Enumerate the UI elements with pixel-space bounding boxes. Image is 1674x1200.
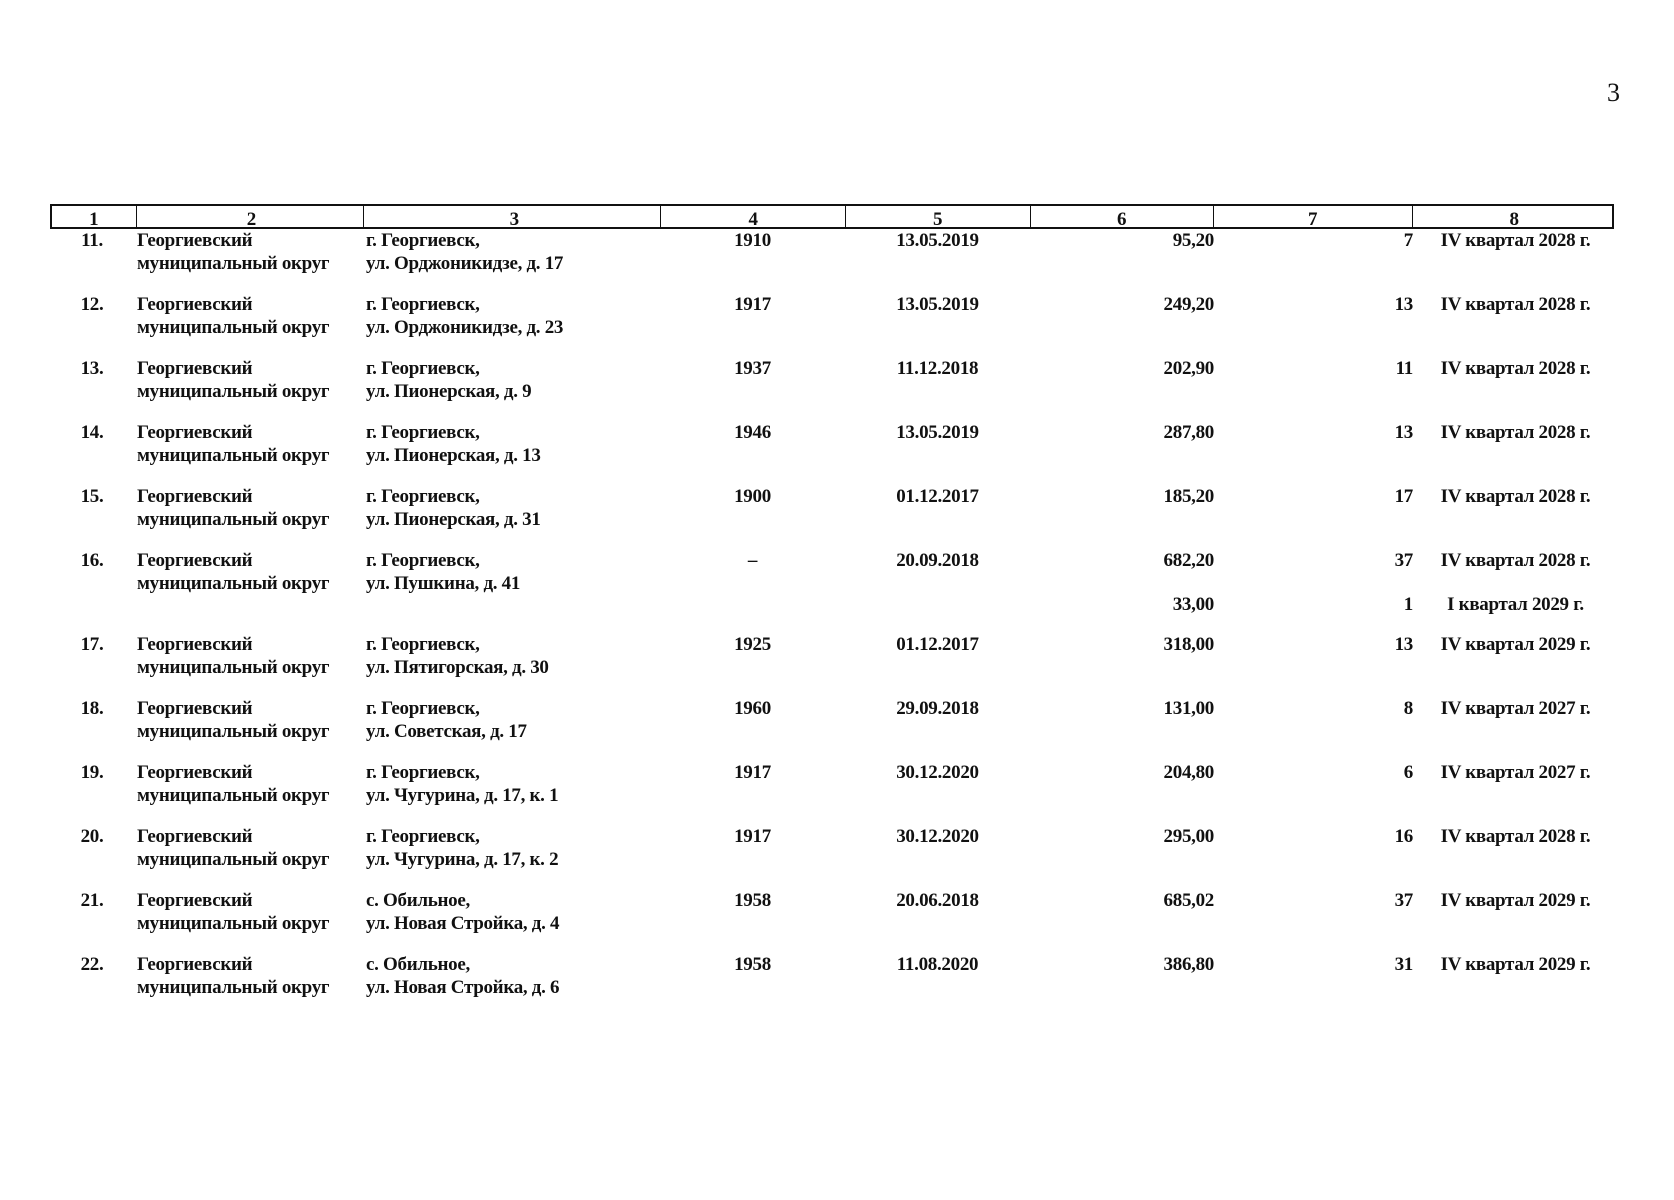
count-cell [1214, 825, 1413, 871]
area-cell [1030, 889, 1214, 935]
district-cell [134, 485, 362, 531]
date-cell: 11.08.2020 [896, 954, 979, 975]
district-line-2: муниципальный округ [137, 849, 330, 870]
address-line-1: г. Георгиевск, [366, 422, 480, 443]
deadline-value: IV квартал 2029 г. [1440, 954, 1591, 975]
row-number: 17. [80, 634, 104, 655]
deadline-cell [1413, 421, 1614, 467]
district-cell [134, 633, 362, 679]
count-cell [1214, 549, 1413, 616]
deadline-cell [1413, 633, 1614, 679]
district-line-1: Георгиевский [137, 698, 253, 719]
count-cell [1214, 761, 1413, 807]
district-line-2: муниципальный округ [137, 317, 330, 338]
address-line-1: с. Обильное, [366, 954, 470, 975]
deadline-cell [1413, 697, 1614, 743]
address-cell [362, 761, 660, 807]
address-line-1: г. Георгиевск, [366, 634, 480, 655]
area-value: 295,00 [1163, 826, 1214, 847]
count-value: 16 [1394, 826, 1413, 847]
table-row [50, 953, 1614, 999]
address-cell [362, 697, 660, 743]
deadline-cell [1413, 825, 1614, 871]
address-cell [362, 633, 660, 679]
header-col-5: 5 [845, 206, 1030, 229]
count-value: 13 [1394, 294, 1413, 315]
header-col-4: 4 [660, 206, 845, 229]
district-line-2: муниципальный округ [137, 573, 330, 594]
area-value: 685,02 [1163, 890, 1214, 911]
area-cell [1030, 293, 1214, 339]
table-row [50, 357, 1614, 403]
district-line-1: Георгиевский [137, 634, 253, 655]
address-cell [362, 293, 660, 339]
address-line-1: г. Георгиевск, [366, 486, 480, 507]
district-line-1: Георгиевский [137, 954, 253, 975]
area-value: 185,20 [1163, 486, 1214, 507]
year-cell: 1925 [734, 634, 771, 655]
address-cell [362, 421, 660, 467]
district-cell [134, 229, 362, 275]
deadline-cell [1413, 229, 1614, 275]
district-line-1: Георгиевский [137, 550, 253, 571]
area-cell [1030, 229, 1214, 275]
header-col-8: 8 [1412, 206, 1613, 229]
count-value: 7 [1403, 230, 1413, 251]
header-col-7: 7 [1213, 206, 1411, 229]
row-number: 15. [80, 486, 104, 507]
date-cell: 01.12.2017 [896, 486, 979, 507]
area-value: 682,20 [1163, 550, 1214, 571]
header-col-1: 1 [89, 209, 99, 229]
table-row [50, 549, 1614, 616]
area-value: 202,90 [1163, 358, 1214, 379]
page-number: 3 [1607, 78, 1620, 107]
deadline-cell [1413, 953, 1614, 999]
district-line-1: Георгиевский [137, 422, 253, 443]
count-value: 13 [1394, 422, 1413, 443]
date-cell: 30.12.2020 [896, 826, 979, 847]
count-extra-value: 1 [1403, 594, 1413, 615]
count-cell [1214, 229, 1413, 275]
address-cell [362, 485, 660, 531]
table-row [50, 825, 1614, 871]
address-line-2: ул. Пионерская, д. 13 [366, 445, 541, 466]
district-cell [134, 293, 362, 339]
address-line-1: г. Георгиевск, [366, 358, 480, 379]
address-line-2: ул. Новая Стройка, д. 4 [366, 913, 560, 934]
row-number: 21. [80, 890, 104, 911]
year-cell: 1958 [734, 890, 771, 911]
district-line-2: муниципальный округ [137, 381, 330, 402]
district-line-2: муниципальный округ [137, 977, 330, 998]
count-cell [1214, 357, 1413, 403]
year-cell: 1958 [734, 954, 771, 975]
district-line-1: Георгиевский [137, 230, 253, 251]
address-line-1: г. Георгиевск, [366, 698, 480, 719]
area-cell [1030, 633, 1214, 679]
table-row [50, 633, 1614, 679]
row-number: 19. [80, 762, 104, 783]
date-cell: 20.09.2018 [896, 550, 979, 571]
row-number: 11. [81, 230, 103, 251]
district-line-1: Георгиевский [137, 890, 253, 911]
address-line-1: г. Георгиевск, [366, 230, 480, 251]
area-extra-value: 33,00 [1172, 594, 1214, 615]
row-number: 22. [80, 954, 104, 975]
area-cell [1030, 825, 1214, 871]
housing-table [50, 204, 1614, 998]
area-cell [1030, 421, 1214, 467]
row-number: 18. [80, 698, 104, 719]
address-cell [362, 825, 660, 871]
district-line-2: муниципальный округ [137, 657, 330, 678]
district-line-2: муниципальный округ [137, 445, 330, 466]
table-row [50, 697, 1614, 743]
district-line-1: Георгиевский [137, 486, 253, 507]
count-cell [1214, 633, 1413, 679]
address-line-1: г. Георгиевск, [366, 762, 480, 783]
deadline-cell [1413, 549, 1614, 616]
address-line-1: г. Георгиевск, [366, 294, 480, 315]
deadline-value: IV квартал 2027 г. [1440, 698, 1591, 719]
area-value: 204,80 [1163, 762, 1214, 783]
date-cell: 29.09.2018 [896, 698, 979, 719]
deadline-value: IV квартал 2029 г. [1440, 634, 1591, 655]
deadline-cell [1413, 889, 1614, 935]
row-number: 13. [80, 358, 104, 379]
address-cell [362, 889, 660, 935]
area-cell [1030, 357, 1214, 403]
deadline-extra-value: I квартал 2029 г. [1447, 594, 1584, 615]
address-line-2: ул. Пушкина, д. 41 [366, 573, 521, 594]
area-value: 386,80 [1163, 954, 1214, 975]
address-cell [362, 953, 660, 999]
address-line-1: г. Георгиевск, [366, 550, 480, 571]
address-line-1: г. Георгиевск, [366, 826, 480, 847]
address-line-2: ул. Чугурина, д. 17, к. 2 [366, 849, 559, 870]
district-line-2: муниципальный округ [137, 785, 330, 806]
count-value: 6 [1403, 762, 1413, 783]
district-line-1: Георгиевский [137, 826, 253, 847]
year-cell: 1946 [734, 422, 771, 443]
district-cell [134, 953, 362, 999]
district-line-1: Георгиевский [137, 762, 253, 783]
area-cell [1030, 485, 1214, 531]
count-value: 31 [1394, 954, 1413, 975]
address-line-2: ул. Советская, д. 17 [366, 721, 527, 742]
deadline-value: IV квартал 2028 г. [1440, 294, 1591, 315]
address-line-2: ул. Новая Стройка, д. 6 [366, 977, 560, 998]
count-cell [1214, 485, 1413, 531]
table-row [50, 485, 1614, 531]
area-cell [1030, 697, 1214, 743]
count-cell [1214, 697, 1413, 743]
district-line-2: муниципальный округ [137, 509, 330, 530]
district-cell [134, 761, 362, 807]
deadline-cell [1413, 357, 1614, 403]
year-cell: 1917 [734, 762, 771, 783]
deadline-value: IV квартал 2028 г. [1440, 486, 1591, 507]
address-line-2: ул. Пионерская, д. 31 [366, 509, 541, 530]
count-cell [1214, 421, 1413, 467]
address-cell [362, 229, 660, 275]
row-number: 14. [80, 422, 104, 443]
area-value: 131,00 [1163, 698, 1214, 719]
district-cell [134, 549, 362, 616]
year-cell: 1910 [734, 230, 771, 251]
count-value: 13 [1394, 634, 1413, 655]
district-line-2: муниципальный округ [137, 253, 330, 274]
deadline-value: IV квартал 2028 г. [1440, 358, 1591, 379]
table-header [50, 204, 1614, 229]
header-col-3: 3 [363, 206, 660, 229]
date-cell: 13.05.2019 [896, 230, 979, 251]
district-line-1: Георгиевский [137, 294, 253, 315]
date-cell: 13.05.2019 [896, 294, 979, 315]
district-cell [134, 889, 362, 935]
address-line-1: с. Обильное, [366, 890, 470, 911]
row-number: 12. [80, 294, 104, 315]
address-line-2: ул. Пятигорская, д. 30 [366, 657, 549, 678]
deadline-value: IV квартал 2028 г. [1440, 826, 1591, 847]
address-line-2: ул. Орджоникидзе, д. 23 [366, 317, 564, 338]
address-cell [362, 549, 660, 616]
area-cell [1030, 549, 1214, 616]
count-cell [1214, 953, 1413, 999]
table-row [50, 761, 1614, 807]
district-line-2: муниципальный округ [137, 721, 330, 742]
deadline-cell [1413, 485, 1614, 531]
year-cell: 1937 [734, 358, 771, 379]
count-cell [1214, 889, 1413, 935]
deadline-cell [1413, 761, 1614, 807]
date-cell: 20.06.2018 [896, 890, 979, 911]
year-cell: – [747, 550, 758, 571]
count-value: 37 [1394, 890, 1413, 911]
count-value: 8 [1403, 698, 1413, 719]
deadline-value: IV квартал 2028 г. [1440, 550, 1591, 571]
address-line-2: ул. Чугурина, д. 17, к. 1 [366, 785, 559, 806]
address-line-2: ул. Пионерская, д. 9 [366, 381, 532, 402]
deadline-value: IV квартал 2027 г. [1440, 762, 1591, 783]
count-value: 17 [1394, 486, 1413, 507]
area-value: 318,00 [1163, 634, 1214, 655]
address-line-2: ул. Орджоникидзе, д. 17 [366, 253, 564, 274]
area-cell [1030, 953, 1214, 999]
header-col-6: 6 [1030, 206, 1214, 229]
district-line-2: муниципальный округ [137, 913, 330, 934]
table-row [50, 293, 1614, 339]
row-number: 20. [80, 826, 104, 847]
deadline-cell [1413, 293, 1614, 339]
date-cell: 11.12.2018 [896, 358, 979, 379]
area-value: 287,80 [1163, 422, 1214, 443]
year-cell: 1917 [734, 826, 771, 847]
date-cell: 01.12.2017 [896, 634, 979, 655]
address-cell [362, 357, 660, 403]
count-cell [1214, 293, 1413, 339]
date-cell: 13.05.2019 [896, 422, 979, 443]
deadline-value: IV квартал 2028 г. [1440, 230, 1591, 251]
count-value: 37 [1394, 550, 1413, 571]
district-cell [134, 357, 362, 403]
district-cell [134, 421, 362, 467]
year-cell: 1917 [734, 294, 771, 315]
header-col-2: 2 [136, 206, 363, 229]
deadline-value: IV квартал 2028 г. [1440, 422, 1591, 443]
table-row [50, 421, 1614, 467]
table-row [50, 889, 1614, 935]
district-cell [134, 697, 362, 743]
area-value: 249,20 [1163, 294, 1214, 315]
year-cell: 1960 [734, 698, 771, 719]
year-cell: 1900 [734, 486, 771, 507]
date-cell: 30.12.2020 [896, 762, 979, 783]
table-row [50, 229, 1614, 275]
row-number: 16. [80, 550, 104, 571]
deadline-value: IV квартал 2029 г. [1440, 890, 1591, 911]
area-cell [1030, 761, 1214, 807]
district-line-1: Георгиевский [137, 358, 253, 379]
count-value: 11 [1395, 358, 1413, 379]
district-cell [134, 825, 362, 871]
area-value: 95,20 [1172, 230, 1214, 251]
